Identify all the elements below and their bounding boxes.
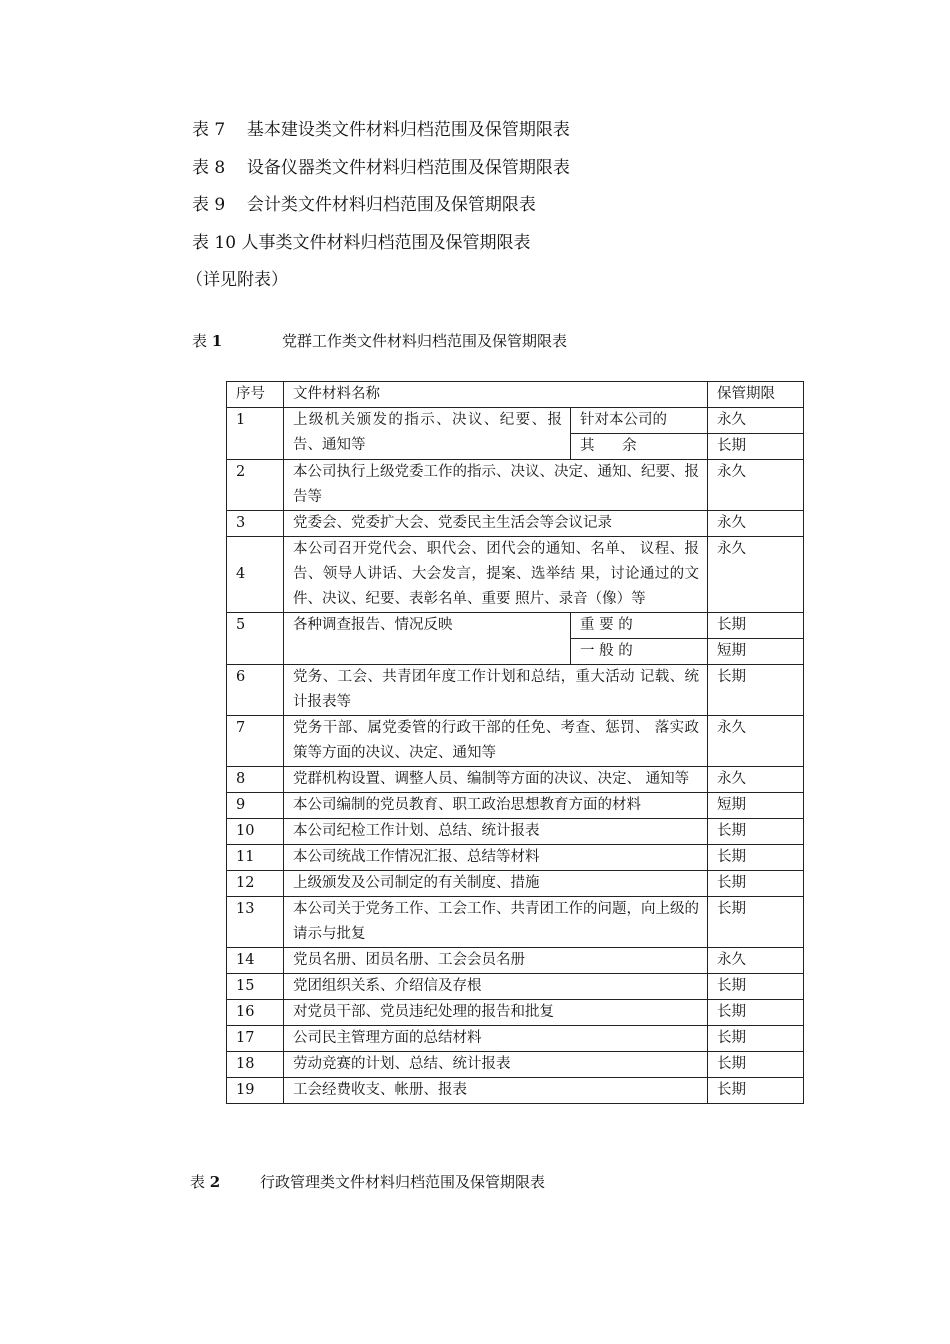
index-item-8: 表 8 设备仪器类文件材料归档范围及保管期限表 <box>192 157 570 178</box>
row-seq: 17 <box>227 1026 284 1052</box>
row-seq: 2 <box>227 460 284 511</box>
row-period: 长期 <box>708 1026 804 1052</box>
table-row <box>227 767 804 793</box>
row-name: 上级颁发及公司制定的有关制度、措施 <box>284 871 708 897</box>
row-condition: 一 般 的 <box>571 639 708 665</box>
row-name: 本公司召开党代会、职代会、团代会的通知、名单、 议程、报告、领导人讲话、大会发言，提案、选举结 果，讨论通过的文件、决议、纪要、表彰名单、重要 照片、录音（像）等 <box>284 537 708 613</box>
table-row <box>227 613 804 639</box>
row-name: 党务、工会、共青团年度工作计划和总结，重大活动 记载、统计报表等 <box>284 665 708 716</box>
row-condition: 重 要 的 <box>571 613 708 639</box>
row-seq: 12 <box>227 871 284 897</box>
table-index-list <box>192 116 570 266</box>
table-row <box>227 793 804 819</box>
index-item-7: 表 7 基本建设类文件材料归档范围及保管期限表 <box>192 120 570 140</box>
table2-caption: 表 2 行政管理类文件材料归档范围及保管期限表 <box>190 1173 546 1191</box>
row-period: 长期 <box>708 1052 804 1078</box>
row-period: 短期 <box>708 793 804 819</box>
party-work-archive-table <box>226 381 804 1104</box>
table1-caption: 表 1 党群工作类文件材料归档范围及保管期限表 <box>192 332 568 350</box>
row-seq: 13 <box>227 897 284 948</box>
row-condition: 其 余 <box>571 434 708 460</box>
row-seq: 3 <box>227 511 284 537</box>
row-name: 党务干部、属党委管的行政干部的任免、考查、惩罚、 落实政策等方面的决议、决定、通知等 <box>284 716 708 767</box>
row-seq: 18 <box>227 1052 284 1078</box>
row-seq: 10 <box>227 819 284 845</box>
table-row <box>227 948 804 974</box>
row-name: 上级机关颁发的指示、决议、纪要、报告、通知等 <box>284 408 571 460</box>
row-name: 本公司纪检工作计划、总结、统计报表 <box>284 819 708 845</box>
table-row <box>227 537 804 613</box>
row-period: 永久 <box>708 537 804 613</box>
index-item-9: 表 9 会计类文件材料归档范围及保管期限表 <box>192 195 536 215</box>
row-period: 永久 <box>708 767 804 793</box>
row-name: 本公司关于党务工作、工会工作、共青团工作的问题，向上级的请示与批复 <box>284 897 708 948</box>
table-header-row <box>227 382 804 408</box>
table-row <box>227 716 804 767</box>
table-row <box>227 665 804 716</box>
row-name: 劳动竞赛的计划、总结、统计报表 <box>284 1052 708 1078</box>
table-row <box>227 871 804 897</box>
row-period: 永久 <box>708 460 804 511</box>
row-period: 短期 <box>708 639 804 665</box>
row-seq: 1 <box>227 408 284 460</box>
table-row <box>227 1052 804 1078</box>
table-row <box>227 1000 804 1026</box>
row-seq: 4 <box>227 537 284 613</box>
row-seq: 19 <box>227 1078 284 1104</box>
row-name: 本公司执行上级党委工作的指示、决议、决定、通知、纪要、报告等 <box>284 460 708 511</box>
table-row <box>227 1078 804 1104</box>
row-period: 长期 <box>708 871 804 897</box>
row-name: 各种调查报告、情况反映 <box>284 613 571 665</box>
row-name: 党群机构设置、调整人员、编制等方面的决议、决定、 通知等 <box>284 767 708 793</box>
row-seq: 11 <box>227 845 284 871</box>
header-name: 文件材料名称 <box>284 382 708 408</box>
table-row <box>227 819 804 845</box>
row-seq: 8 <box>227 767 284 793</box>
header-period: 保管期限 <box>708 382 804 408</box>
row-name: 本公司编制的党员教育、职工政治思想教育方面的材料 <box>284 793 708 819</box>
table-row <box>227 845 804 871</box>
row-name: 公司民主管理方面的总结材料 <box>284 1026 708 1052</box>
row-period: 永久 <box>708 948 804 974</box>
row-period: 永久 <box>708 511 804 537</box>
table-row <box>227 974 804 1000</box>
row-period: 永久 <box>708 716 804 767</box>
table-row <box>227 511 804 537</box>
row-name: 党团组织关系、介绍信及存根 <box>284 974 708 1000</box>
row-name: 工会经费收支、帐册、报表 <box>284 1078 708 1104</box>
row-period: 长期 <box>708 845 804 871</box>
table-row <box>227 408 804 434</box>
table2-title: 行政管理类文件材料归档范围及保管期限表 <box>260 1173 546 1191</box>
row-period: 长期 <box>708 897 804 948</box>
row-name: 本公司统战工作情况汇报、总结等材料 <box>284 845 708 871</box>
row-period: 长期 <box>708 613 804 639</box>
table1-title: 党群工作类文件材料归档范围及保管期限表 <box>282 332 568 350</box>
row-seq: 16 <box>227 1000 284 1026</box>
table-row <box>227 460 804 511</box>
row-seq: 14 <box>227 948 284 974</box>
row-name: 党委会、党委扩大会、党委民主生活会等会议记录 <box>284 511 708 537</box>
row-period: 长期 <box>708 434 804 460</box>
row-period: 长期 <box>708 1000 804 1026</box>
row-seq: 5 <box>227 613 284 665</box>
row-name: 对党员干部、党员违纪处理的报告和批复 <box>284 1000 708 1026</box>
row-period: 长期 <box>708 819 804 845</box>
row-period: 长期 <box>708 1078 804 1104</box>
row-seq: 15 <box>227 974 284 1000</box>
row-name: 党员名册、团员名册、工会会员名册 <box>284 948 708 974</box>
table-row <box>227 897 804 948</box>
see-appendix-note: （详见附表） <box>186 270 288 290</box>
row-seq: 6 <box>227 665 284 716</box>
row-seq: 7 <box>227 716 284 767</box>
row-period: 长期 <box>708 974 804 1000</box>
row-seq: 9 <box>227 793 284 819</box>
row-period: 长期 <box>708 665 804 716</box>
row-period: 永久 <box>708 408 804 434</box>
header-seq: 序号 <box>227 382 284 408</box>
row-condition: 针对本公司的 <box>571 408 708 434</box>
table-row <box>227 1026 804 1052</box>
index-item-10: 表 10 人事类文件材料归档范围及保管期限表 <box>192 232 531 253</box>
